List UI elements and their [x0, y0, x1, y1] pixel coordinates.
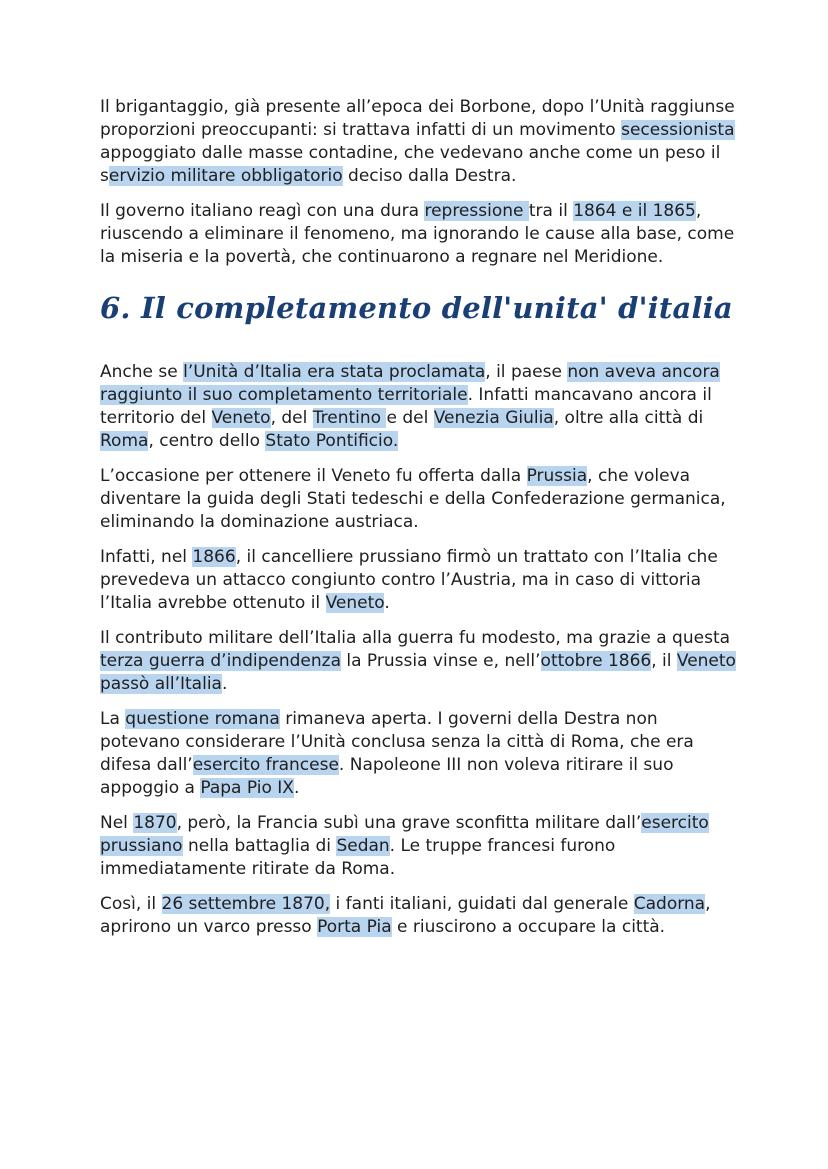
- paragraph-questione-romana: [100, 708, 740, 800]
- highlighted-text: Veneto passò all’Italia: [100, 651, 736, 694]
- highlighted-text: questione romana: [125, 709, 280, 729]
- paragraph-brigantaggio: [100, 96, 740, 188]
- text-segment: Infatti, nel: [100, 547, 193, 567]
- text-segment: La: [100, 709, 126, 729]
- highlighted-text: Trentino: [312, 408, 387, 428]
- paragraph-occasione-veneto: [100, 465, 740, 534]
- text-segment: tra il: [528, 201, 574, 221]
- text-segment: , il paese: [485, 362, 568, 382]
- highlighted-text: 1870: [133, 813, 177, 833]
- text-segment: . Le truppe francesi furono immediatamente ritirate da Roma.: [100, 836, 616, 879]
- highlighted-text: Cadorna: [633, 894, 706, 914]
- text-segment: Il brigantaggio, già presente all’epoca dei Borbone, dopo l’Unità raggiunse proporzioni preoccupanti: si trattava infatti di un movimento: [100, 97, 735, 140]
- text-segment: , il cancelliere prussiano firmò un trattato con l’Italia che prevedeva un attacco congiunto contro l’Austria, ma in caso di vittoria l’Italia avrebbe ottenuto il: [100, 547, 718, 613]
- text-segment: , riuscendo a eliminare il fenomeno, ma ignorando le cause alla base, come la miseria e la povertà, che continuarono a regnare nel Meridione.: [100, 201, 735, 267]
- text-segment: e del: [386, 408, 434, 428]
- text-segment: .: [384, 593, 390, 613]
- text-segment: rimaneva aperta. I governi della Destra non potevano considerare l’Unità conclusa senza la città di Roma, che era difesa dall’: [100, 709, 694, 775]
- text-segment: , centro dello: [148, 431, 266, 451]
- paragraph-terza-guerra: [100, 627, 740, 696]
- paragraph-repressione: [100, 200, 740, 269]
- paragraph-sedan-1870: [100, 812, 740, 881]
- highlighted-text: Porta Pia: [317, 917, 392, 937]
- text-segment: appoggiato dalle masse contadine, che vedevano anche come un peso il s: [100, 143, 721, 186]
- highlighted-text: Veneto: [325, 593, 385, 613]
- highlighted-text: Veneto: [211, 408, 271, 428]
- text-segment: , che voleva diventare la guida degli Stati tedeschi e della Confederazione germanica, eliminando la dominazione austriaca.: [100, 466, 726, 532]
- highlighted-text: esercito prussiano: [100, 813, 709, 856]
- highlighted-text: Roma: [100, 431, 149, 451]
- highlighted-text: 1866: [192, 547, 236, 567]
- text-segment: , oltre alla città di: [553, 408, 704, 428]
- text-segment: .: [221, 674, 228, 694]
- text-segment: . Infatti mancavano ancora il territorio del: [100, 385, 712, 428]
- section-heading: 6. Il completamento dell'unita' d'italia: [100, 291, 733, 325]
- highlighted-text: Stato Pontificio.: [265, 431, 399, 451]
- text-segment: . Napoleone III non voleva ritirare il suo appoggio a: [100, 755, 674, 798]
- text-segment: , del: [270, 408, 313, 428]
- highlighted-text: non aveva ancora raggiunto il suo completamento territoriale: [100, 362, 720, 405]
- text-segment: Anche se: [100, 362, 184, 382]
- paragraph-porta-pia: [100, 893, 740, 939]
- paragraph-trattato-1866: [100, 546, 740, 615]
- text-segment: .: [293, 778, 300, 798]
- text-segment: i fanti italiani, guidati dal generale: [330, 894, 634, 914]
- text-segment: Il contributo militare dell’Italia alla guerra fu modesto, ma grazie a questa: [100, 628, 731, 648]
- highlighted-text: 1864 e il 1865: [573, 201, 696, 221]
- text-segment: Il governo italiano reagì con una dura: [100, 201, 425, 221]
- document-page: [100, 96, 740, 951]
- highlighted-text: Papa Pio IX: [200, 778, 294, 798]
- highlighted-text: 26 settembre 1870,: [161, 894, 331, 914]
- highlighted-text: esercito francese: [192, 755, 339, 775]
- highlighted-text: Sedan: [336, 836, 390, 856]
- highlighted-text: secessionista: [621, 120, 735, 140]
- highlighted-text: terza guerra d’indipendenza: [100, 651, 341, 671]
- highlighted-text: Prussia: [526, 466, 588, 486]
- text-segment: , aprirono un varco presso: [100, 894, 711, 937]
- highlighted-text: Venezia Giulia: [433, 408, 554, 428]
- text-segment: Nel: [100, 813, 134, 833]
- highlighted-text: ervizio militare obbligatorio: [108, 166, 343, 186]
- text-segment: , il: [651, 651, 677, 671]
- highlighted-text: ottobre 1866: [540, 651, 652, 671]
- text-segment: e riuscirono a occupare la città.: [391, 917, 666, 937]
- highlighted-text: l’Unità d’Italia era stata proclamata: [183, 362, 486, 382]
- text-segment: deciso dalla Destra.: [342, 166, 517, 186]
- text-segment: nella battaglia di: [182, 836, 337, 856]
- text-segment: L’occasione per ottenere il Veneto fu offerta dalla: [100, 466, 527, 486]
- text-segment: Così, il: [100, 894, 162, 914]
- text-segment: la Prussia vinse e, nell’: [340, 651, 541, 671]
- paragraph-completamento: [100, 361, 740, 453]
- highlighted-text: repressione: [424, 201, 529, 221]
- text-segment: , però, la Francia subì una grave sconfitta militare dall’: [176, 813, 642, 833]
